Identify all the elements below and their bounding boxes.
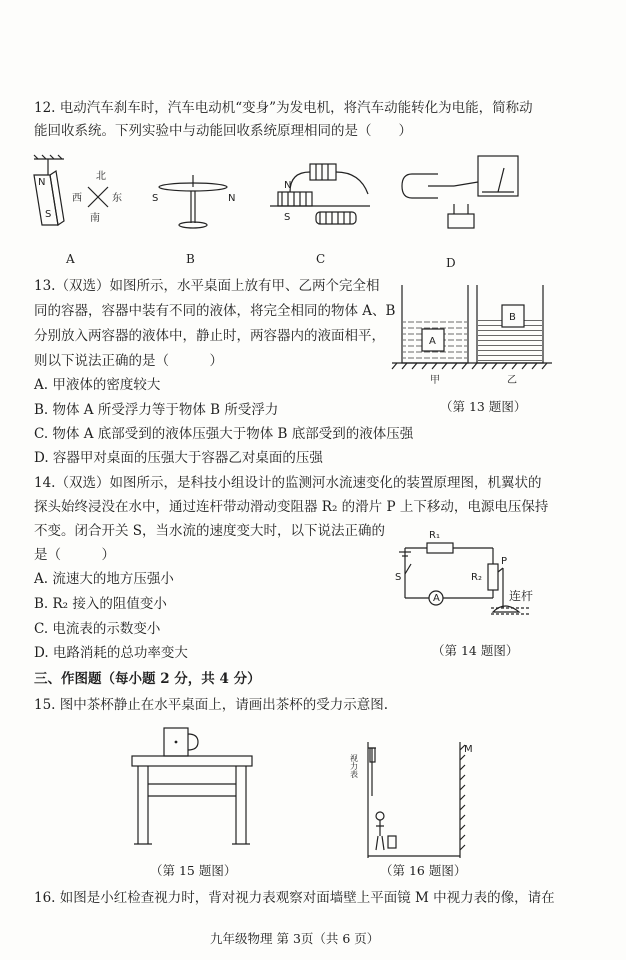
- fig13-jia-label: 甲: [430, 375, 440, 386]
- fig13-a-label: A: [429, 336, 436, 347]
- q16-text: 16. 如图是小红检查视力时，背对视力表观察对面墙壁上平面镜 M 中视力表的像，请在: [34, 890, 555, 906]
- fig16-mirror-label: M: [464, 744, 473, 755]
- fig14-r2-label: R₂: [471, 572, 482, 583]
- fig-a-south: 南: [90, 213, 100, 224]
- q12-figure-c: [260, 158, 380, 238]
- fig14-rod-label: 连杆: [509, 589, 534, 603]
- fig-a-west: 西: [72, 193, 82, 204]
- page-footer: 九年级物理 第 3页（共 6 页）: [210, 931, 380, 946]
- q14-line4: 是（ ）: [34, 547, 115, 563]
- fig-c-n-label: N: [284, 180, 292, 191]
- fig14-p-label: P: [501, 556, 508, 567]
- q12-option-d: D: [446, 256, 456, 270]
- q15-figure: [128, 724, 258, 854]
- q13-line4: 则以下说法正确的是（ ）: [34, 353, 223, 369]
- q12-option-b: B: [186, 252, 195, 266]
- q13-figure: [392, 283, 562, 393]
- q14-line1: 14.（双选）如图所示，是科技小组设计的监测河水流速变化的装置原理图，机翼状的: [34, 475, 542, 491]
- section-3-heading: 三、作图题（每小题 2 分，共 4 分）: [34, 671, 261, 687]
- fig-b-s-label: S: [152, 193, 159, 204]
- q12-figure-d: [398, 152, 528, 242]
- q14-option-d: D. 电路消耗的总功率变大: [34, 645, 188, 661]
- q13-option-b: B. 物体 A 所受浮力等于物体 B 所受浮力: [34, 402, 279, 418]
- q14-line3: 不变。闭合开关 S，当水流的速度变大时，以下说法正确的: [34, 523, 386, 539]
- q12-line2: 能回收系统。下列实验中与动能回收系统原理相同的是（ ）: [34, 123, 412, 139]
- q13-line3: 分别放入两容器的液体中，静止时，两容器内的液面相平，: [34, 328, 385, 344]
- q13-option-a: A. 甲液体的密度较大: [34, 377, 161, 393]
- q13-option-c: C. 物体 A 底部受到的液体压强大于物体 B 底部受到的液体压强: [34, 426, 414, 442]
- q15-text: 15. 图中茶杯静止在水平桌面上，请画出茶杯的受力示意图.: [34, 697, 389, 713]
- fig-a-east: 东: [112, 193, 122, 204]
- fig14-s-label: S: [395, 572, 402, 583]
- fig-c-s-label: S: [284, 212, 291, 223]
- q15-caption: （第 15 题图）: [150, 863, 237, 878]
- fig16-chart-label: 视力表: [349, 754, 359, 778]
- fig-b-n-label: N: [228, 193, 236, 204]
- q16-figure: [350, 740, 480, 860]
- q16-caption: （第 16 题图）: [380, 863, 467, 878]
- q12-figure-a: [30, 155, 140, 235]
- q14-figure: [395, 528, 555, 628]
- q14-option-a: A. 流速大的地方压强小: [34, 571, 174, 587]
- q13-caption: （第 13 题图）: [440, 399, 527, 414]
- q14-line2: 探头始终浸没在水中，通过连杆带动滑动变阻器 R₂ 的滑片 P 上下移动，电源电压保持: [34, 499, 549, 515]
- q13-line2: 同的容器，容器中装有不同的液体，将完全相同的物体 A、B: [34, 303, 396, 319]
- q14-option-c: C. 电流表的示数变小: [34, 621, 161, 637]
- q12-line1: 12. 电动汽车刹车时，汽车电动机“变身”为发电机，将汽车动能转化为电能，简称动: [34, 100, 533, 116]
- q13-line1: 13.（双选）如图所示，水平桌面上放有甲、乙两个完全相: [34, 278, 380, 294]
- q14-caption: （第 14 题图）: [432, 643, 519, 658]
- q14-option-b: B. R₂ 接入的阻值变小: [34, 596, 167, 612]
- fig13-b-label: B: [509, 312, 516, 323]
- q12-figure-b: [148, 165, 238, 235]
- fig14-ammeter-label: A: [433, 593, 440, 604]
- fig-a-n-label: N: [38, 177, 46, 188]
- fig-a-s-label: S: [45, 209, 52, 220]
- q12-option-a: A: [66, 252, 75, 266]
- q13-option-d: D. 容器甲对桌面的压强大于容器乙对桌面的压强: [34, 450, 323, 466]
- fig13-yi-label: 乙: [507, 375, 517, 386]
- q12-option-c: C: [316, 252, 326, 266]
- fig-a-north: 北: [96, 171, 106, 182]
- fig14-r1-label: R₁: [429, 530, 440, 541]
